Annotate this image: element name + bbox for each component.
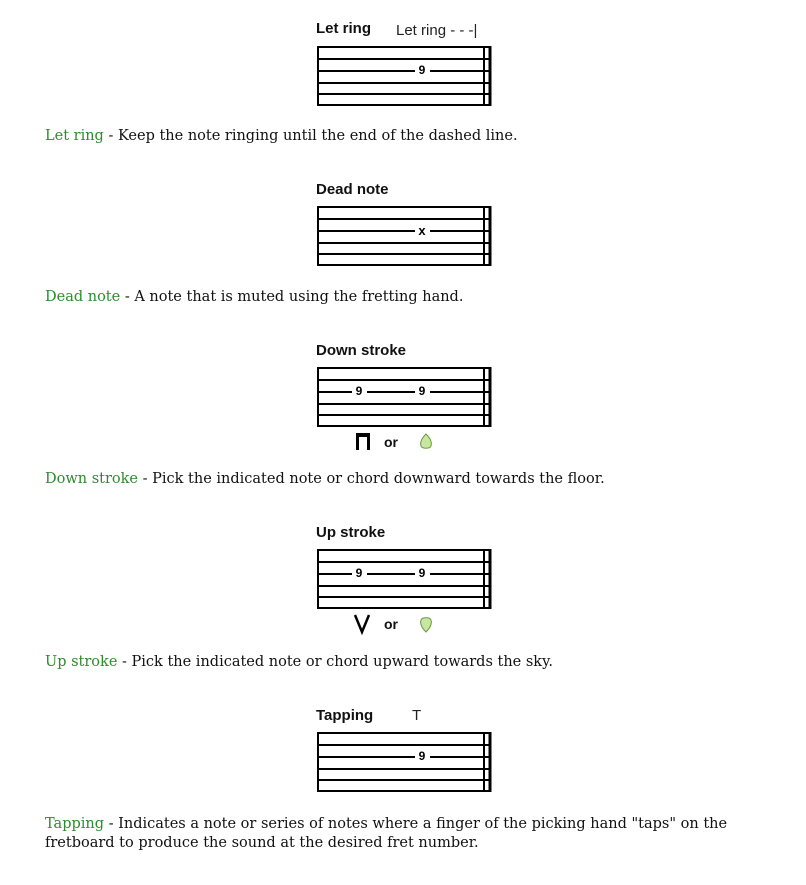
down-stroke-text: - Pick the indicated note or chord downward towards the floor. <box>138 471 605 487</box>
up-stroke-fret-number-1: 9 <box>355 566 363 580</box>
dead-note-description <box>45 288 780 307</box>
down-stroke-term: Down stroke <box>45 471 139 487</box>
up-stroke-or-label: or <box>384 616 398 632</box>
upstroke-icon <box>354 614 370 634</box>
let-ring-title: Let ring <box>316 20 371 37</box>
tapping-fret-number: 9 <box>418 749 426 763</box>
tapping-term: Tapping <box>45 816 105 832</box>
let-ring-fret-number: 9 <box>418 63 426 77</box>
pick-icon <box>418 615 434 633</box>
dead-note-term: Dead note <box>45 289 121 305</box>
dead-note-tab-staff <box>314 202 496 268</box>
up-stroke-fret-number-2: 9 <box>418 566 426 580</box>
up-stroke-term: Up stroke <box>45 654 118 670</box>
pick-icon <box>418 433 434 451</box>
down-stroke-description <box>45 470 780 489</box>
downstroke-icon <box>355 432 371 452</box>
let-ring-tab-staff <box>314 42 496 108</box>
up-stroke-text: - Pick the indicated note or chord upward towards the sky. <box>117 654 553 670</box>
down-stroke-fret-number-2: 9 <box>418 384 426 398</box>
let-ring-term: Let ring <box>45 128 104 144</box>
tapping-notation: T <box>412 707 422 724</box>
dead-note-title: Dead note <box>316 181 389 198</box>
let-ring-description <box>45 127 780 146</box>
down-stroke-or-label: or <box>384 434 398 450</box>
down-stroke-tab-staff <box>314 363 496 429</box>
tapping-title: Tapping <box>316 707 374 724</box>
up-stroke-title: Up stroke <box>316 524 386 541</box>
let-ring-text: - Keep the note ringing until the end of the dashed line. <box>103 128 518 144</box>
up-stroke-tab-staff <box>314 545 496 611</box>
let-ring-notation: Let ring - - -| <box>396 22 478 39</box>
dead-note-text: - A note that is muted using the fretting hand. <box>120 289 464 305</box>
tapping-tab-staff <box>314 728 496 794</box>
dead-note-mark: x <box>418 223 426 238</box>
tapping-description <box>45 815 780 853</box>
up-stroke-description <box>45 653 780 672</box>
down-stroke-fret-number-1: 9 <box>355 384 363 398</box>
tapping-text: - Indicates a note or series of notes where a finger of the picking hand "taps" on the fretboard to produce the sound at the desired fret number. <box>45 816 728 851</box>
down-stroke-title: Down stroke <box>316 342 407 359</box>
